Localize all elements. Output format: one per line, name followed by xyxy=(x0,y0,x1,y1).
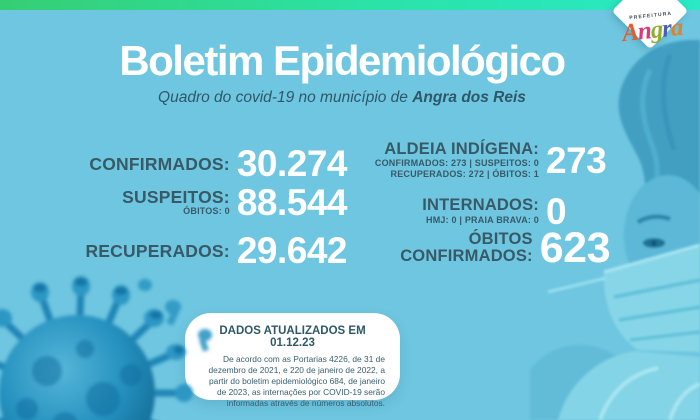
stat-value: 623 xyxy=(539,224,610,272)
update-date-title: DADOS ATUALIZADOS EM 01.12.23 xyxy=(219,325,366,349)
stat-label: SUSPEITOS: xyxy=(122,186,230,207)
stat-obitos-confirmados xyxy=(370,224,610,272)
subtitle-city-name: Angra dos Reis xyxy=(412,89,526,106)
stat-label: ALDEIA INDÍGENA: xyxy=(384,140,539,158)
stat-value: 273 xyxy=(546,140,607,182)
top-gradient-strip xyxy=(0,0,700,10)
logo-letter: A xyxy=(620,18,640,48)
stat-label: CONFIRMADOS: xyxy=(89,153,230,174)
stat-aldeia-indigena xyxy=(370,141,610,181)
page-subtitle xyxy=(0,89,684,107)
stat-sublabel: RECUPERADOS: 272 | ÓBITOS: 1 xyxy=(390,169,539,180)
stat-value: 29.642 xyxy=(236,230,347,271)
stat-recuperados xyxy=(0,230,347,271)
stat-label-group xyxy=(375,141,539,181)
stat-sublabel: HMJ: 0 | PRAIA BRAVA: 0 xyxy=(426,214,539,225)
stat-label-group xyxy=(422,197,539,225)
logo-letter: g xyxy=(649,16,664,45)
stat-value: 30.274 xyxy=(236,143,347,184)
stat-label: ÓBITOS CONFIRMADOS: xyxy=(400,230,533,266)
stat-value: 0 xyxy=(546,191,567,232)
logo-letter: r xyxy=(660,15,673,43)
update-note-text: De acordo com as Portarias 4226, de 31 de dezembro de 2021, e 220 de janeiro de 2022, a partir do boletim epidemiológico 684, de janeiro de 2023, as internações por COVID-19 serão informadas através de números absolutos. xyxy=(208,354,385,409)
subtitle-prefix: Quadro do covid-19 no município de xyxy=(158,89,413,106)
stat-confirmados xyxy=(0,143,347,184)
stat-sublabel: ÓBITOS: 0 xyxy=(183,206,230,217)
header xyxy=(0,37,684,107)
coronavirus-illustration xyxy=(0,275,235,420)
stat-label: INTERNADOS: xyxy=(422,196,539,215)
stat-value: 88.544 xyxy=(236,182,347,223)
stat-suspeitos xyxy=(0,182,347,223)
stat-sublabel: CONFIRMADOS: 273 | SUSPEITOS: 0 xyxy=(374,158,539,169)
stat-label: RECUPERADOS: xyxy=(85,240,230,261)
logo-letter: n xyxy=(636,17,653,46)
logo-letter: a xyxy=(669,13,684,42)
page-title: Boletim Epidemiológico xyxy=(119,37,565,84)
stat-label-group xyxy=(122,188,230,217)
logo-prefix-text: PREFEITURA xyxy=(629,10,673,22)
